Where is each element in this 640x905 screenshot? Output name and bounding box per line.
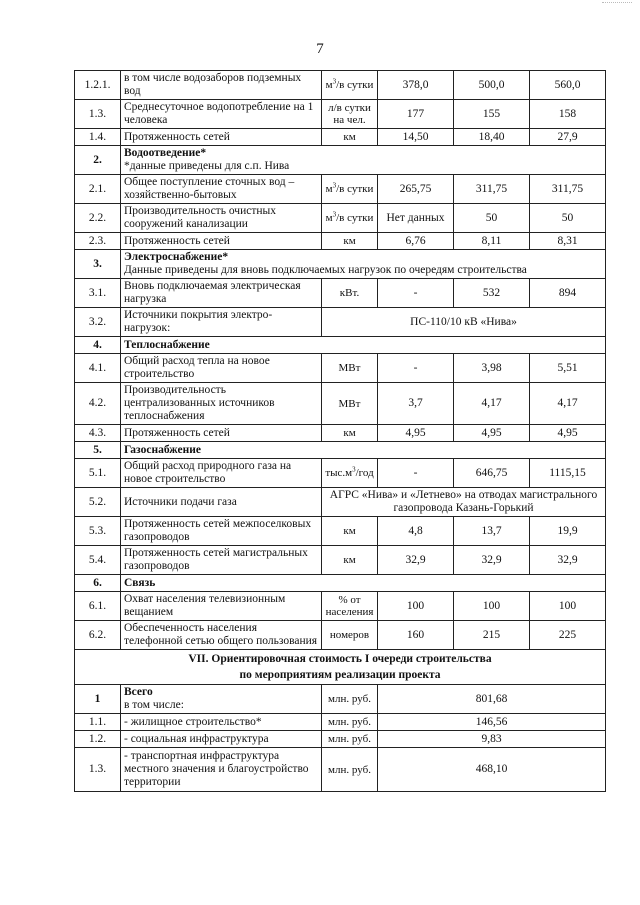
row-number: 1.2. [75,731,121,748]
row-value-2: 4,95 [454,425,530,442]
row-value-2: 50 [454,204,530,233]
row-description: Общее поступление сточных вод – хозяйственно-бытовых [121,175,322,204]
section-number: 2. [75,146,121,175]
row-value-2: 155 [454,100,530,129]
row-description: Обеспеченность населения телефонной сетью общего пользования [121,621,322,650]
row-value-3: 32,9 [530,546,606,575]
row-number: 5.3. [75,517,121,546]
row-number: 4.2. [75,383,121,425]
row-description: Среднесуточное водопотребление на 1 человека [121,100,322,129]
row-merged-value: АГРС «Нива» и «Летнево» на отводах магистрального газопровода Казань-Горький [322,488,606,517]
row-unit: % от населения [322,592,378,621]
row-description: Источники покрытия электро-нагрузок: [121,308,322,337]
section-header-row [75,442,606,459]
row-description [121,685,322,714]
row-unit: $м^3/в$ сутки [322,71,378,100]
row-unit: $м^3/в$ сутки [322,204,378,233]
row-value-2: 100 [454,592,530,621]
section-header-row [75,250,606,279]
row-unit: $м^3/в$ сутки [322,175,378,204]
row-unit: кВт. [322,279,378,308]
section-vii-line-1: VII. Ориентировочная стоимость I очереди строительства [188,653,492,665]
row-number: 3.1. [75,279,121,308]
row-number: 1.3. [75,748,121,792]
row-value-1: 177 [378,100,454,129]
row-value-3: 1115,15 [530,459,606,488]
row-number: 2.1. [75,175,121,204]
row-unit: км [322,425,378,442]
row-value-3: 100 [530,592,606,621]
row-value-3: 8,31 [530,233,606,250]
row-value-2: 215 [454,621,530,650]
table-row [75,731,606,748]
row-unit: км [322,517,378,546]
section-title: Водоотведение* [124,147,207,159]
section-header-row [75,575,606,592]
row-description: в том числе водозаборов подземных вод [121,71,322,100]
row-description: Протяженность сетей магистральных газопроводов [121,546,322,575]
row-merged-value: 468,10 [378,748,606,792]
row-unit: км [322,129,378,146]
row-unit: МВт [322,383,378,425]
row-value-2: 311,75 [454,175,530,204]
table-row [75,279,606,308]
row-value-2: 646,75 [454,459,530,488]
row-value-3: 560,0 [530,71,606,100]
table-row [75,100,606,129]
row-number: 2.2. [75,204,121,233]
row-value-3: 311,75 [530,175,606,204]
row-value-1: 32,9 [378,546,454,575]
table-row [75,592,606,621]
table-row [75,129,606,146]
row-description: Источники подачи газа [121,488,322,517]
section-title: Связь [124,576,156,589]
row-merged-value: ПС-110/10 кВ «Нива» [322,308,606,337]
section-title-cell [121,442,606,459]
row-value-1: - [378,459,454,488]
row-value-2: 32,9 [454,546,530,575]
corner-mark [602,2,632,3]
row-value-3: 50 [530,204,606,233]
row-number: 4.1. [75,354,121,383]
section-header-row [75,337,606,354]
row-value-2: 4,17 [454,383,530,425]
row-description: Общий расход природного газа на новое строительство [121,459,322,488]
section-vii-header-row [75,650,606,685]
row-description: Производительность очистных сооружений канализации [121,204,322,233]
row-value-1: 160 [378,621,454,650]
row-description: Производительность централизованных источников теплоснабжения [121,383,322,425]
section-vii-title [75,650,606,685]
row-value-2: 532 [454,279,530,308]
table-row [75,546,606,575]
section-vii-line-2: по мероприятиям реализации проекта [239,669,441,681]
row-value-1: 14,50 [378,129,454,146]
row-value-3: 4,17 [530,383,606,425]
row-unit: МВт [322,354,378,383]
row-description: - социальная инфраструктура [121,731,322,748]
table-row [75,748,606,792]
row-unit: млн. руб. [322,714,378,731]
row-description: Охват населения телевизионным вещанием [121,592,322,621]
section-title: Теплоснабжение [124,338,210,351]
row-value-1: 4,8 [378,517,454,546]
row-number: 5.1. [75,459,121,488]
row-value-1: 6,76 [378,233,454,250]
row-value-3: 225 [530,621,606,650]
section-number: 6. [75,575,121,592]
row-number: 1.1. [75,714,121,731]
section-note: *данные приведены для с.п. Нива [124,160,290,172]
row-merged-value: 146,56 [378,714,606,731]
row-number: 1.3. [75,100,121,129]
row-value-2: 13,7 [454,517,530,546]
row-number: 5.2. [75,488,121,517]
table-row [75,308,606,337]
row-value-1: - [378,354,454,383]
section-title: Газоснабжение [124,443,201,456]
row-description: Вновь подключаемая электрическая нагрузка [121,279,322,308]
row-unit: номеров [322,621,378,650]
section-number: 4. [75,337,121,354]
row-value-2: 18,40 [454,129,530,146]
row-unit: л/в сутки на чел. [322,100,378,129]
row-value-2: 3,98 [454,354,530,383]
row-number: 4.3. [75,425,121,442]
row-value-3: 894 [530,279,606,308]
row-value-3: 27,9 [530,129,606,146]
row-number: 6.1. [75,592,121,621]
page-number: 7 [316,41,324,57]
section-title-cell [121,337,606,354]
row-value-3: 5,51 [530,354,606,383]
table-row [75,714,606,731]
table-row [75,488,606,517]
row-unit: млн. руб. [322,685,378,714]
section-title-cell [121,250,606,279]
row-description: - жилищное строительство* [121,714,322,731]
row-merged-value: 9,83 [378,731,606,748]
section-title-cell [121,575,606,592]
row-value-1: - [378,279,454,308]
row-number: 5.4. [75,546,121,575]
section-title-cell [121,146,606,175]
row-unit: млн. руб. [322,731,378,748]
row-description: Протяженность сетей [121,233,322,250]
row-description: Общий расход тепла на новое строительство [121,354,322,383]
total-note: в том числе: [124,699,184,711]
table-row [75,71,606,100]
row-value-1: 3,7 [378,383,454,425]
section-number: 3. [75,250,121,279]
row-description: Протяженность сетей межпоселковых газопроводов [121,517,322,546]
row-value-2: 500,0 [454,71,530,100]
table-row [75,383,606,425]
row-value-1: 265,75 [378,175,454,204]
section-header-row [75,146,606,175]
table-row [75,621,606,650]
table-row [75,233,606,250]
section-note: Данные приведены для вновь подключаемых нагрузок по очередям строительства [124,264,527,276]
row-value-3: 4,95 [530,425,606,442]
table-row [75,459,606,488]
row-value-1: 100 [378,592,454,621]
table-row [75,685,606,714]
row-value-1: 378,0 [378,71,454,100]
total-title: Всего [124,686,153,698]
row-value-3: 19,9 [530,517,606,546]
table-row [75,175,606,204]
indicators-table [74,70,606,792]
row-number: 1.2.1. [75,71,121,100]
row-number: 3.2. [75,308,121,337]
row-unit: $тыс.м^3$/год [322,459,378,488]
row-number: 2.3. [75,233,121,250]
row-value-2: 8,11 [454,233,530,250]
row-description: Протяженность сетей [121,129,322,146]
row-description: - транспортная инфраструктура местного значения и благоустройство территории [121,748,322,792]
row-number: 1.4. [75,129,121,146]
section-title: Электроснабжение* [124,251,229,263]
table-row [75,517,606,546]
table-row [75,425,606,442]
row-number: 6.2. [75,621,121,650]
section-number: 5. [75,442,121,459]
row-merged-value: 801,68 [378,685,606,714]
row-unit: млн. руб. [322,748,378,792]
table-row [75,354,606,383]
row-value-1: Нет данных [378,204,454,233]
row-description: Протяженность сетей [121,425,322,442]
row-number: 1 [75,685,121,714]
row-unit: км [322,546,378,575]
row-value-1: 4,95 [378,425,454,442]
table-row [75,204,606,233]
row-value-3: 158 [530,100,606,129]
row-unit: км [322,233,378,250]
